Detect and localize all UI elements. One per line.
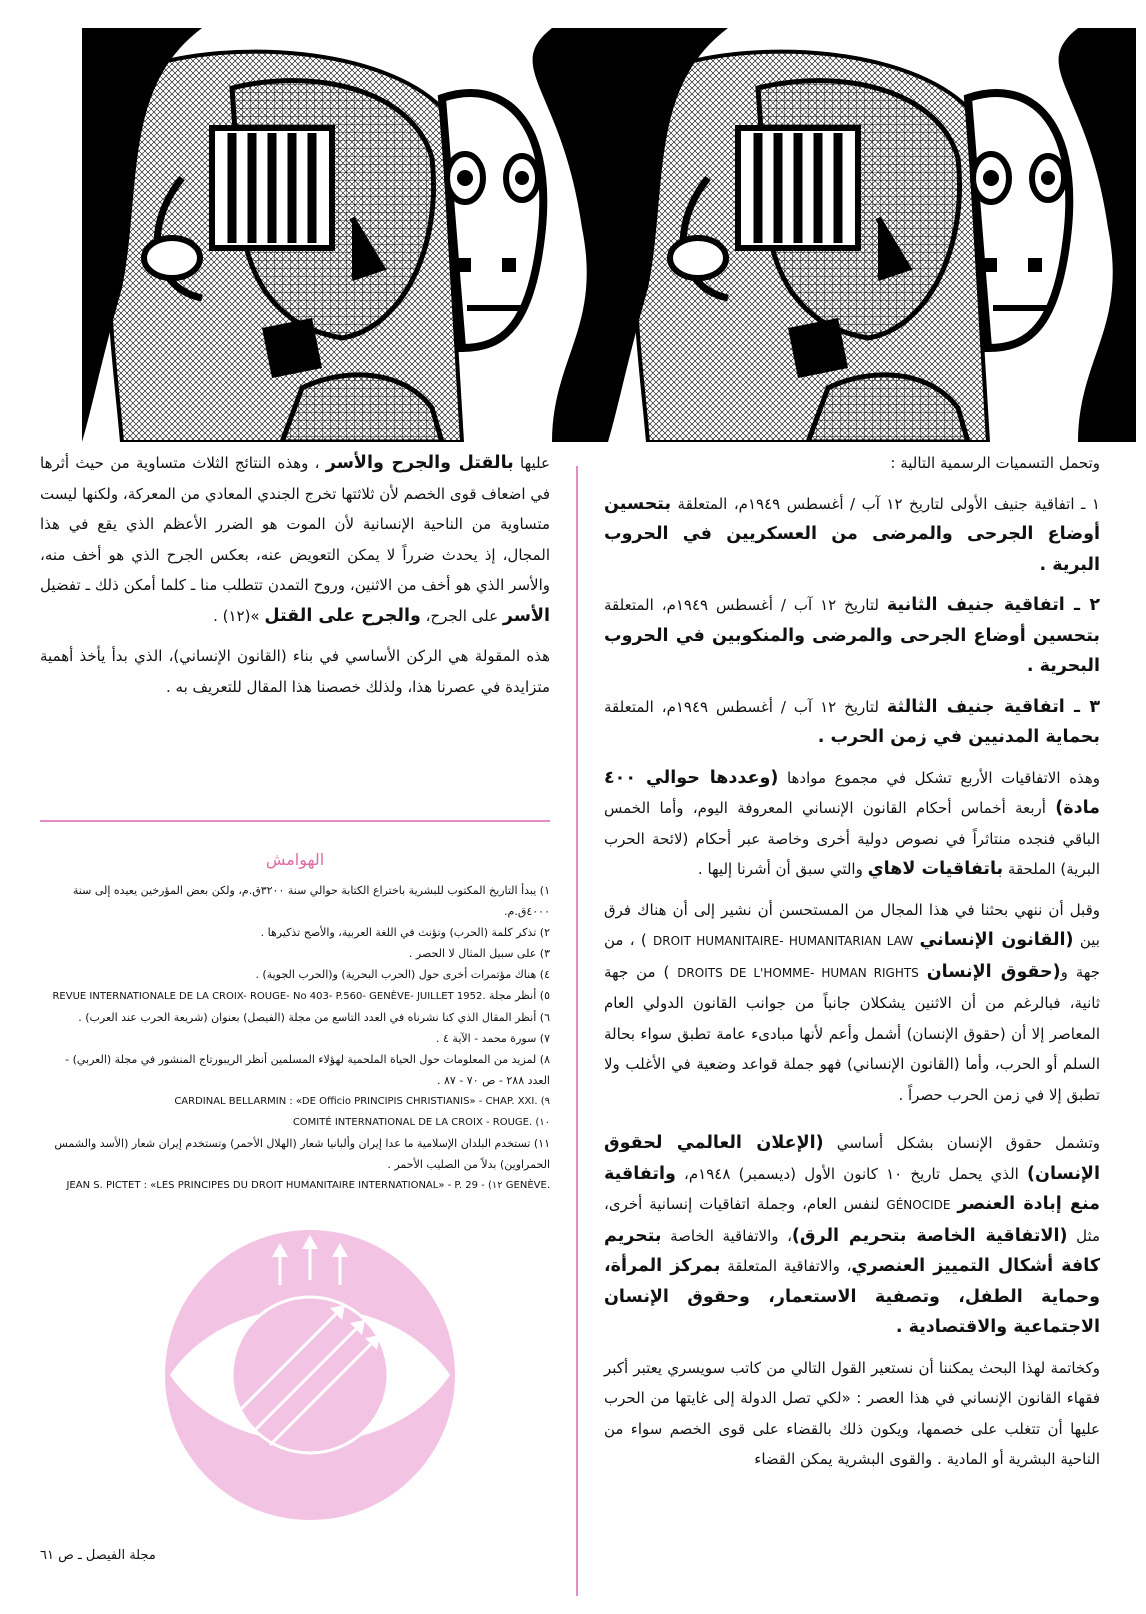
- footnote: ١) يبدأ التاريخ المكتوب للبشرية باختراع الكتابة حوالي سنة ٣٢٠٠ق.م، ولكن بعض المؤرخين يعيده إلى سنة ٤٠٠٠ق.م.: [72, 884, 550, 918]
- footnote: ٦) أنظر المقال الذي كنا نشرناه في العدد التاسع من مجلة (الفيصل) بعنوان (شريعة الحرب عند العرب) .: [78, 1011, 550, 1024]
- footnote: CARDINAL BELLARMIN : «DE Officio PRINCIPIS CHRISTIANIS» - CHAP. XXI. (٩: [174, 1096, 550, 1107]
- list-item-2: ٢ ـ اتفاقية جنيف الثانية لتاريخ ١٢ آب / أغسطس ١٩٤٩م، المتعلقة بتحسين أوضاع الجرحى والمرضى والمنكوبين في الحروب البحرية .: [604, 595, 1100, 676]
- eye-globe-emblem-icon: [160, 1225, 460, 1525]
- article-column-left: [40, 448, 550, 712]
- page-footer: مجلة الفيصل ـ ص ٦١: [40, 1548, 156, 1563]
- footnotes-divider: [40, 820, 550, 822]
- footnote: ٤) هناك مؤتمرات أخرى حول (الحرب البحرية) و(الحرب الجوية) .: [255, 968, 550, 981]
- paragraph-conclusion: وكخاتمة لهذا البحث يمكننا أن نستعير القول التالي من كاتب سويسري يعتبر أكبر فقهاء القانون الإنساني في هذا العصر : «لكي تصل الدولة إلى غايتها من الحرب عليها أن تتغلب على خصمها، ويكون ذلك بالقضاء على قوى الخصم سواء من الناحية البشرية أو المادية . والقوى البشرية يمكن القضاء: [604, 1358, 1100, 1468]
- paragraph-articles: وهذه الاتفاقيات الأربع تشكل في مجموع موادها (وعددها حوالي ٤٠٠ مادة) أربعة أخماس أحكام القانون الإنساني المعروفة اليوم، وأما الخمس الباقي فنجده منتاثراً في نصوص دولية أخرى وخاصة عبر أحكام (لائحة الحرب البرية) الملحقة باتفاقيات لاهاي والتي سبق أن أشرنا إليها .: [604, 767, 1100, 879]
- footnote: ٨) لمزيد من المعلومات حول الحياة الملحمية لهؤلاء المسلمين أنظر الريبورتاج المنشور في مجلة (العربي) - العدد ٢٨٨ - ص ٧٠ - ٨٧ .: [65, 1053, 550, 1087]
- footnote: ٢) تذكر كلمة (الحرب) وتؤنث في اللغة العربية، والأصح تذكيرها .: [260, 926, 550, 939]
- cubist-faces-icon: [608, 28, 1136, 442]
- list-item-1: ١ ـ اتفاقية جنيف الأولى لتاريخ ١٢ آب / أغسطس ١٩٤٩م، المتعلقة بتحسين أوضاع الجرحى والمرضى من العسكريين في الحروب البرية .: [604, 493, 1100, 575]
- paragraph-purpose: هذه المقولة هي الركن الأساسي في بناء (القانون الإنساني)، الذي بدأ يأخذ أهمية متزايدة في عصرنا هذا، ولذلك خصصنا هذا المقال للتعريف به .: [40, 647, 550, 696]
- illustration-left: [82, 28, 610, 442]
- footnote: ٥) أنظر مجلة REVUE INTERNATIONALE DE LA CROIX- ROUGE- No 403- P.560- GENÈVE- JUILLET 1952.: [52, 989, 550, 1002]
- footnote: COMITÉ INTERNATIONAL DE LA CROIX - ROUGE. (١٠: [292, 1117, 550, 1128]
- paragraph-continued: عليها بالقتل والجرح والأسر ، وهذه النتائج الثلاث متساوية من حيث أثرها في اضعاف قوى الخصم لأن ثلاثتها تخرج الجندي المعادي من المعركة، ولكنها ليست متساوية من الناحية الإنسانية لأن الموت هو الضرر الأعظم الذي يقع في هذا المجال، إذ يحدث ضرراً لا يمكن التعويض عنه، بعكس الجرح الذي هو أخف منه، والأسر الذي هو أخف من الاثنين، وروح التمدن تتطلب منا ـ كلما أمكن ذلك ـ تفضيل الأسر على الجرح، والجرح على القتل »(١٢) .: [40, 453, 550, 626]
- footnote: ٣) على سبيل المثال لا الحصر .: [408, 947, 550, 960]
- footnote: ١١) تستخدم البلدان الإسلامية ما عدا إيران وألبانيا شعار (الهلال الأحمر) وتستخدم إيران شعار (الأسد والشمس الحمراوين) بدلاً من الصليب الأحمر .: [54, 1137, 550, 1171]
- column-divider: [576, 466, 578, 1596]
- footnotes-list: [40, 880, 550, 1196]
- cubist-faces-icon: [82, 28, 610, 442]
- footnotes-title: الهوامش: [265, 850, 325, 869]
- footnote: JEAN S. PICTET : «LES PRINCIPES DU DROIT HUMANITAIRE INTERNATIONAL» - P. 29 - (١٢ GENÈVE.: [66, 1180, 550, 1191]
- intro-line: وتحمل التسميات الرسمية التالية :: [890, 454, 1100, 472]
- illustration-right: [608, 28, 1136, 442]
- paragraph-difference: وقبل أن ننهي بحثنا في هذا المجال من المستحسن أن نشير إلى أن هناك فرق بين (القانون الإنساني DROIT HUMANITAIRE- HUMANITARIAN LAW ) ، من جهة و(حقوق الإنسان DROITS DE L'HOMME- HUMAN RIGHTS ) من جهة ثانية، فبالرغم من أن الاثنين يشكلان جانباً من جوانب القانون الدولي العام المعاصر إلا أن (حقوق الإنسان) أشمل وأعم لأنها مبادىء عامة تطبق سواء بحالة السلم أو الحرب، وأما (القانون الإنساني) فهو جملة قواعد وضعية في الأغلب ولا تطبق إلا في زمن الحرب حصراً .: [604, 900, 1100, 1104]
- article-column-right: [604, 448, 1100, 1485]
- list-item-3: ٣ ـ اتفاقية جنيف الثالثة لتاريخ ١٢ آب / أغسطس ١٩٤٩م، المتعلقة بحماية المدنيين في زمن الحرب .: [604, 696, 1100, 747]
- paragraph-human-rights: وتشمل حقوق الإنسان بشكل أساسي (الإعلان العالمي لحقوق الإنسان) الذي يحمل تاريخ ١٠ كانون الأول (ديسمبر) ١٩٤٨م، واتفاقية منع إبادة العنصر GÉNOCIDE لنفس العام، وجملة اتفاقيات إنسانية أخرى، مثل (الاتفاقية الخاصة بتحريم الرق)، والاتفاقية الخاصة بتحريم كافة أشكال التمييز العنصري، والاتفاقية المتعلقة بمركز المرأة، وحماية الطفل، وتصفية الاستعمار، وحقوق الإنسان الاجتماعية والاقتصادية .: [604, 1133, 1101, 1337]
- footnote: ٧) سورة محمد - الآية ٤ .: [436, 1032, 550, 1045]
